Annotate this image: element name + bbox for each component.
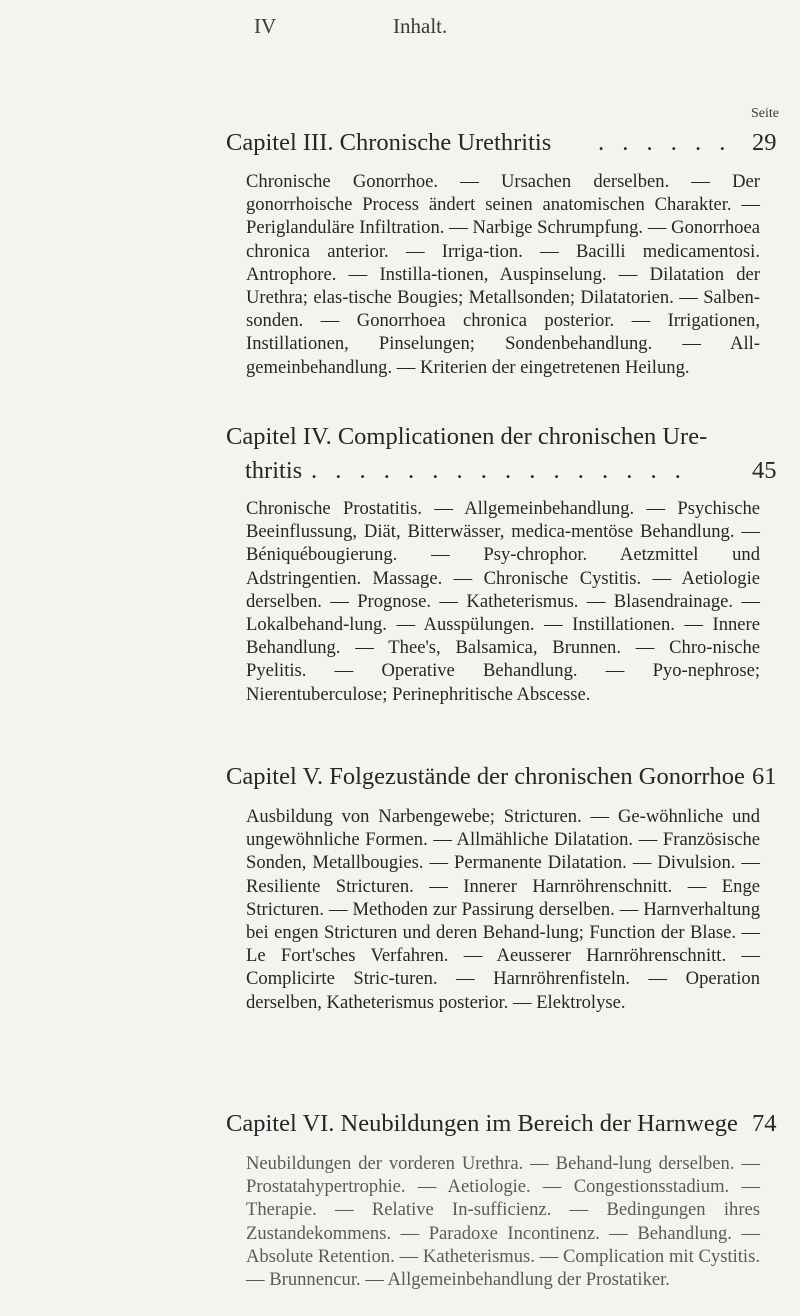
chapter-title-continued: thritis <box>245 457 303 484</box>
chapter-summary: Chronische Gonorrhoe. — Ursachen derselben. — Der gonorrhoische Process ändert seinen anatomischen Charakter. — Periglanduläre Infiltration. — Narbige Schrumpfung. — Gonorrhoea chronica anterior. — Irriga-tion. — Bacilli medicamentosi. Antrophore. — Instilla-tionen, Auspinselung. — Dilatation der Urethra; elas-tische Bougies; Metallsonden; Dilatatorien. — Salben-sonden. — Gonorrhoea chronica posterior. — Irrigationen, Instillationen, Pinselungen; Sondenbehandlung. — All-gemeinbehandlung. — Kriterien der eingetretenen Heilung. <box>246 171 760 378</box>
chapter-3 <box>0 126 800 160</box>
chapter-heading <box>0 420 800 454</box>
page-title: Inhalt. <box>393 14 448 38</box>
chapter-page-number: 61 <box>752 763 777 790</box>
chapter-page-number: 74 <box>752 1110 777 1137</box>
leader-dots: . . . . . . . . . . . . . . . . <box>311 457 687 484</box>
leader-dots: . . . . . . <box>598 129 732 156</box>
chapter-6 <box>0 1107 800 1141</box>
seite-column-label: Seite <box>751 106 779 121</box>
chapter-heading-continued <box>0 454 800 488</box>
chapter-summary: Chronische Prostatitis. — Allgemeinbehandlung. — Psychische Beeinflussung, Diät, Bitterwässer, medica-mentöse Behandlung. — Béniquébougierung. — Psy-chrophor. Aetzmittel und Adstringentien. Massage. — Chronische Cystitis. — Aetiologie derselben. — Prognose. — Katheterismus. — Blasendrainage. — Lokalbehand-lung. — Ausspülungen. — Instillationen. — Innere Behandlung. — Thee's, Balsamica, Brunnen. — Chro-nische Pyelitis. — Operative Behandlung. — Pyo-nephrose; Nierentuberculose; Perinephritische Abscesse. <box>246 498 760 705</box>
chapter-summary: Ausbildung von Narbengewebe; Stricturen. — Ge-wöhnliche und ungewöhnliche Formen. — Allmähliche Dilatation. — Französische Sonden, Metallbougies. — Permanente Dilatation. — Divulsion. — Resiliente Stricturen. — Innerer Harnröhrenschnitt. — Enge Stricturen. — Methoden zur Passirung derselben. — Harnverhaltung bei engen Stricturen und deren Behand-lung; Function der Blase. — Le Fort'sches Verfahren. — Aeusserer Harnröhrenschnitt. — Complicirte Stric-turen. — Harnröhrenfisteln. — Operation derselben, Katheterismus posterior. — Elektrolyse. <box>246 806 760 1013</box>
chapter-5 <box>0 760 800 794</box>
chapter-4 <box>0 420 800 488</box>
chapter-title: Capitel IV. Complicationen der chronischen Ure- <box>226 423 708 450</box>
page-header <box>0 14 800 44</box>
chapter-heading <box>0 1107 800 1141</box>
chapter-page-number: 29 <box>752 129 777 156</box>
chapter-heading <box>0 760 800 794</box>
chapter-page-number: 45 <box>752 457 777 484</box>
chapter-title: Capitel VI. Neubildungen im Bereich der Harnwege <box>226 1110 738 1137</box>
chapter-title: Capitel III. Chronische Urethritis <box>226 129 552 156</box>
chapter-heading <box>0 126 800 160</box>
chapter-title: Capitel V. Folgezustände der chronischen Gonorrhoe <box>226 763 745 790</box>
chapter-summary: Neubildungen der vorderen Urethra. — Behand-lung derselben. — Prostatahypertrophie. — Aetiologie. — Congestionsstadium. — Therapie. — Relative In-sufficienz. — Bedingungen ihres Zustandekommens. — Paradoxe Incontinenz. — Behandlung. — Absolute Retention. — Katheterismus. — Complication mit Cystitis. — Brunnencur. — Allgemeinbehandlung der Prostatiker. <box>246 1153 760 1291</box>
page-number: IV <box>254 14 277 38</box>
